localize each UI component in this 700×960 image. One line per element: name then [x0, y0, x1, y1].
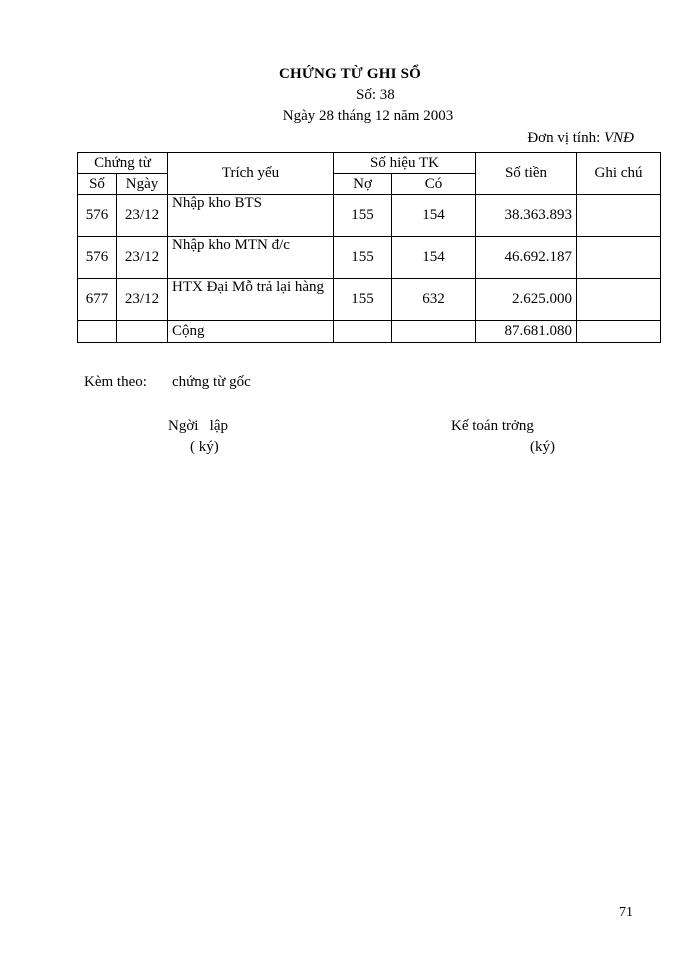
row-voucher-no: 576 — [78, 195, 117, 237]
header-amount: Số tiền — [476, 153, 577, 195]
row-debit: 155 — [334, 279, 392, 321]
table-row — [78, 237, 661, 279]
voucher-table — [77, 152, 661, 343]
voucher-date: Ngày 28 tháng 12 năm 2003 — [282, 108, 454, 124]
row-debit: 155 — [334, 195, 392, 237]
total-empty-cell — [334, 321, 392, 343]
row-amount: 46.692.187 — [476, 237, 577, 279]
row-credit: 154 — [392, 237, 476, 279]
voucher-number: Số: 38 — [356, 87, 395, 103]
total-empty-cell — [117, 321, 168, 343]
header-voucher-no: Số — [78, 174, 117, 195]
header-voucher-date: Ngày — [117, 174, 168, 195]
total-empty-cell — [392, 321, 476, 343]
preparer-title: Ngời lập — [168, 418, 229, 434]
preparer-sign-note: ( ký) — [190, 439, 219, 455]
header-voucher: Chứng từ — [78, 153, 168, 174]
attachment-value: chứng từ gốc — [172, 374, 251, 390]
row-credit: 154 — [392, 195, 476, 237]
page-number: 71 — [619, 905, 633, 920]
row-voucher-date: 23/12 — [117, 237, 168, 279]
row-voucher-date: 23/12 — [117, 195, 168, 237]
currency-unit-label: Đơn vị tính: — [527, 130, 604, 146]
header-debit: Nợ — [334, 174, 392, 195]
attachment-label: Kèm theo: — [84, 374, 147, 390]
row-description: HTX Đại Mỗ trả lại hàng — [168, 279, 334, 321]
total-label: Cộng — [168, 321, 334, 343]
total-amount: 87.681.080 — [476, 321, 577, 343]
header-account: Số hiệu TK — [334, 153, 476, 174]
header-description: Trích yếu — [168, 153, 334, 195]
total-row — [78, 321, 661, 343]
document-title: CHỨNG TỪ GHI SỔ — [278, 66, 422, 82]
currency-unit-value: VNĐ — [604, 130, 634, 146]
row-description: Nhập kho BTS — [168, 195, 334, 237]
row-note — [577, 195, 661, 237]
accountant-sign-note: (ký) — [530, 439, 555, 455]
header-credit: Có — [392, 174, 476, 195]
accountant-title: Kế toán trởng — [451, 418, 534, 434]
table-row — [78, 195, 661, 237]
row-amount: 2.625.000 — [476, 279, 577, 321]
row-debit: 155 — [334, 237, 392, 279]
row-amount: 38.363.893 — [476, 195, 577, 237]
row-voucher-no: 677 — [78, 279, 117, 321]
currency-unit — [527, 130, 634, 147]
row-credit: 632 — [392, 279, 476, 321]
table-row — [78, 279, 661, 321]
total-empty-cell — [577, 321, 661, 343]
header-note: Ghi chú — [577, 153, 661, 195]
total-empty-cell — [78, 321, 117, 343]
row-voucher-date: 23/12 — [117, 279, 168, 321]
row-description: Nhập kho MTN đ/c — [168, 237, 334, 279]
row-note — [577, 279, 661, 321]
row-voucher-no: 576 — [78, 237, 117, 279]
row-note — [577, 237, 661, 279]
